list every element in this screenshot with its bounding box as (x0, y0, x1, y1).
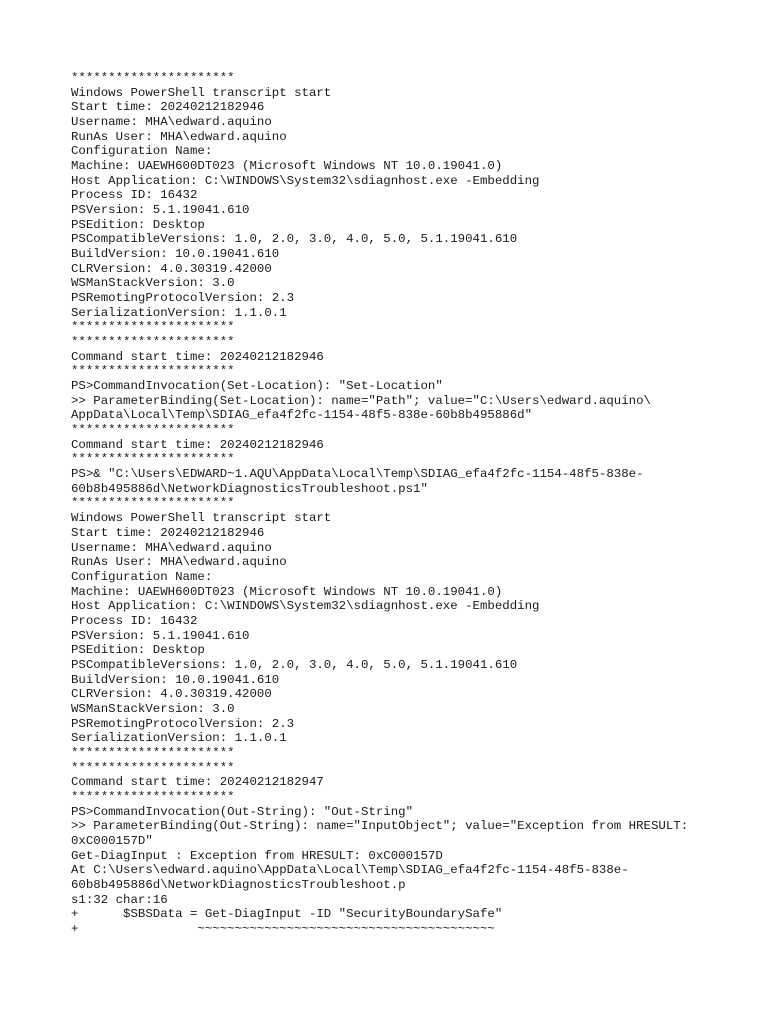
transcript-line: Configuration Name: (71, 144, 213, 159)
transcript-line: WSManStackVersion: 3.0 (71, 276, 235, 291)
transcript-line: PSVersion: 5.1.19041.610 (71, 628, 250, 643)
transcript-line: 60b8b495886d\NetworkDiagnosticsTroubleshoot.ps1" (71, 481, 428, 496)
transcript-line: >> ParameterBinding(Out-String): name="InputObject"; value="Exception from HRESULT: (71, 819, 689, 834)
transcript-line: Configuration Name: (71, 569, 213, 584)
transcript-line: CLRVersion: 4.0.30319.42000 (71, 261, 272, 276)
transcript-line: ********************** (71, 760, 235, 775)
transcript-line: 60b8b495886d\NetworkDiagnosticsTroubleshoot.p (71, 877, 406, 892)
transcript-line: RunAs User: MHA\edward.aquino (71, 555, 287, 570)
transcript-line: SerializationVersion: 1.1.0.1 (71, 305, 287, 320)
transcript-line: ********************** (71, 335, 235, 350)
transcript-line: SerializationVersion: 1.1.0.1 (71, 731, 287, 746)
transcript-line: ********************** (71, 364, 235, 379)
transcript-line: PSCompatibleVersions: 1.0, 2.0, 3.0, 4.0, 5.0, 5.1.19041.610 (71, 657, 518, 672)
transcript-line: BuildVersion: 10.0.19041.610 (71, 247, 280, 262)
transcript-line: WSManStackVersion: 3.0 (71, 701, 235, 716)
transcript-line: Get-DiagInput : Exception from HRESULT: 0xC000157D (71, 848, 443, 863)
transcript-line: ********************** (71, 452, 235, 467)
transcript-line: CLRVersion: 4.0.30319.42000 (71, 687, 272, 702)
transcript-line: Command start time: 20240212182947 (71, 775, 324, 790)
transcript-line: PSCompatibleVersions: 1.0, 2.0, 3.0, 4.0, 5.0, 5.1.19041.610 (71, 232, 518, 247)
transcript-line: PSRemotingProtocolVersion: 2.3 (71, 291, 295, 306)
transcript-line: 0xC000157D" (71, 833, 153, 848)
transcript-line: PSEdition: Desktop (71, 217, 205, 232)
powershell-transcript (71, 71, 731, 937)
transcript-line: Windows PowerShell transcript start (71, 511, 332, 526)
transcript-line: ********************** (71, 71, 235, 85)
transcript-line: Start time: 20240212182946 (71, 100, 265, 115)
transcript-line: PS>CommandInvocation(Set-Location): "Set-Location" (71, 379, 443, 394)
transcript-line: + $SBSData = Get-DiagInput -ID "SecurityBoundarySafe" (71, 907, 503, 922)
transcript-line: s1:32 char:16 (71, 892, 168, 907)
transcript-line: AppData\Local\Temp\SDIAG_efa4f2fc-1154-48f5-838e-60b8b495886d" (71, 408, 533, 423)
transcript-line: >> ParameterBinding(Set-Location): name="Path"; value="C:\Users\edward.aquino\ (71, 393, 651, 408)
transcript-line: ********************** (71, 496, 235, 511)
transcript-line: Process ID: 16432 (71, 613, 198, 628)
transcript-line: + ~~~~~~~~~~~~~~~~~~~~~~~~~~~~~~~~~~~~~~~~ (71, 921, 495, 936)
transcript-line: ********************** (71, 789, 235, 804)
transcript-line: Machine: UAEWH600DT023 (Microsoft Windows NT 10.0.19041.0) (71, 159, 503, 174)
transcript-line: ********************** (71, 320, 235, 335)
transcript-line: PS>& "C:\Users\EDWARD~1.AQU\AppData\Local\Temp\SDIAG_efa4f2fc-1154-48f5-838e- (71, 467, 644, 482)
transcript-line: BuildVersion: 10.0.19041.610 (71, 672, 280, 687)
transcript-line: PS>CommandInvocation(Out-String): "Out-String" (71, 804, 414, 819)
transcript-line: PSRemotingProtocolVersion: 2.3 (71, 716, 295, 731)
transcript-line: Username: MHA\edward.aquino (71, 540, 272, 555)
transcript-line: PSVersion: 5.1.19041.610 (71, 203, 250, 218)
transcript-line: Process ID: 16432 (71, 188, 198, 203)
transcript-line: Host Application: C:\WINDOWS\System32\sdiagnhost.exe -Embedding (71, 599, 540, 614)
transcript-line: ********************** (71, 745, 235, 760)
transcript-line: Username: MHA\edward.aquino (71, 115, 272, 130)
transcript-line: Windows PowerShell transcript start (71, 85, 332, 100)
transcript-line: Machine: UAEWH600DT023 (Microsoft Windows NT 10.0.19041.0) (71, 584, 503, 599)
transcript-line: At C:\Users\edward.aquino\AppData\Local\Temp\SDIAG_efa4f2fc-1154-48f5-838e- (71, 863, 629, 878)
transcript-line: PSEdition: Desktop (71, 643, 205, 658)
transcript-line: Command start time: 20240212182946 (71, 349, 324, 364)
transcript-line: Command start time: 20240212182946 (71, 437, 324, 452)
transcript-line: Host Application: C:\WINDOWS\System32\sdiagnhost.exe -Embedding (71, 173, 540, 188)
transcript-line: RunAs User: MHA\edward.aquino (71, 129, 287, 144)
transcript-line: Start time: 20240212182946 (71, 525, 265, 540)
transcript-line: ********************** (71, 423, 235, 438)
